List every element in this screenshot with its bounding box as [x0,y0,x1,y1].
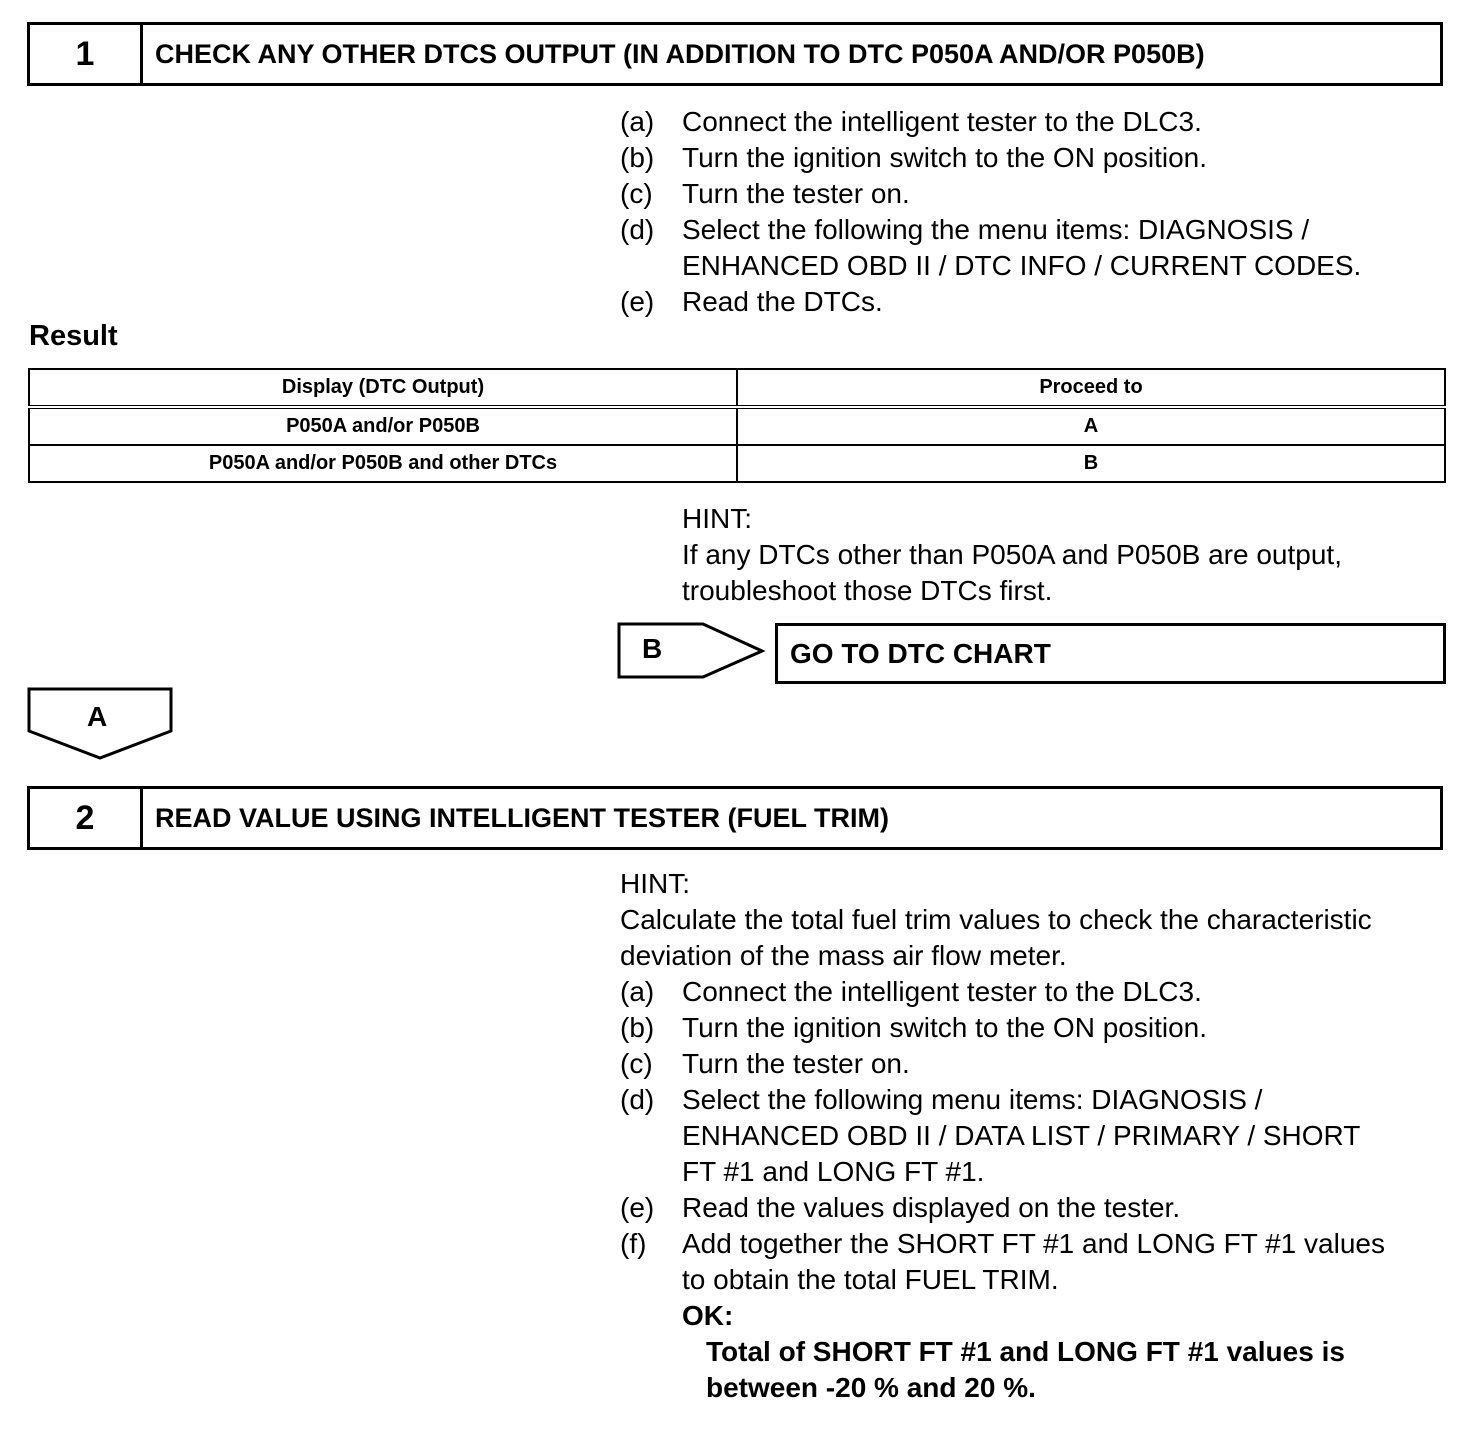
table-row [29,445,1445,482]
table-cell: A [737,407,1445,445]
instruction-item: (e) Read the values displayed on the tester. [620,1192,1181,1223]
branch-b-label: B [642,633,663,664]
step-2-number: 2 [30,789,143,847]
table-header-proceed: Proceed to [737,369,1445,407]
step-1-hint [682,501,1342,609]
table-cell: B [737,445,1445,482]
hint-title: HINT: [620,868,690,899]
step-1-title: CHECK ANY OTHER DTCS OUTPUT (IN ADDITION TO DTC P050A AND/OR P050B) [155,38,1205,69]
table-cell: P050A and/or P050B and other DTCs [29,445,737,482]
instruction-item: (a) Connect the intelligent tester to the DLC3. [620,106,1202,137]
branch-b-arrow-icon [617,621,767,681]
table-cell: P050A and/or P050B [29,407,737,445]
table-header-display: Display (DTC Output) [29,369,737,407]
instruction-item: (d) Select the following menu items: DIAGNOSIS / ENHANCED OBD II / DATA LIST / PRIMARY / SHORT FT #1 and LONG FT #1. [620,1084,1361,1187]
instruction-item: (d) Select the following the menu items: DIAGNOSIS / ENHANCED OBD II / DTC INFO / CURRENT CODES. [620,214,1362,281]
go-to-dtc-chart-box: GO TO DTC CHART [775,623,1446,684]
hint-line: troubleshoot those DTCs first. [682,575,1053,606]
branch-a-label: A [87,701,108,732]
instruction-item: (c) Turn the tester on. [620,1048,910,1079]
instruction-item: (c) Turn the tester on. [620,178,910,209]
instruction-item: (b) Turn the ignition switch to the ON position. [620,1012,1207,1043]
instruction-item: (f) Add together the SHORT FT #1 and LONG FT #1 values to obtain the total FUEL TRIM. OK: Total of SHORT FT #1 and LONG FT #1 values is between -20 % and 20 %. [620,1226,1385,1406]
step-1-instructions [620,104,1361,320]
table-row [29,407,1445,445]
step-2-header [27,786,1443,850]
result-table [28,368,1446,483]
table-header-row [29,369,1445,407]
hint-line: If any DTCs other than P050A and P050B are output, [682,539,1342,570]
step-1-header [27,22,1443,86]
step-2-title: READ VALUE USING INTELLIGENT TESTER (FUEL TRIM) [155,802,889,833]
instruction-item: (b) Turn the ignition switch to the ON position. [620,142,1207,173]
hint-line: deviation of the mass air flow meter. [620,940,1067,971]
step-2-content [620,866,1385,1406]
ok-condition: Total of SHORT FT #1 and LONG FT #1 values is [706,1336,1345,1367]
ok-condition: between -20 % and 20 %. [706,1372,1036,1403]
ok-label: OK: [682,1300,734,1331]
hint-line: Calculate the total fuel trim values to check the characteristic [620,904,1372,935]
step-1-number: 1 [30,25,143,83]
instruction-item: (e) Read the DTCs. [620,286,883,317]
hint-title: HINT: [682,503,752,534]
result-label: Result [29,320,118,352]
instruction-item: (a) Connect the intelligent tester to the DLC3. [620,976,1202,1007]
